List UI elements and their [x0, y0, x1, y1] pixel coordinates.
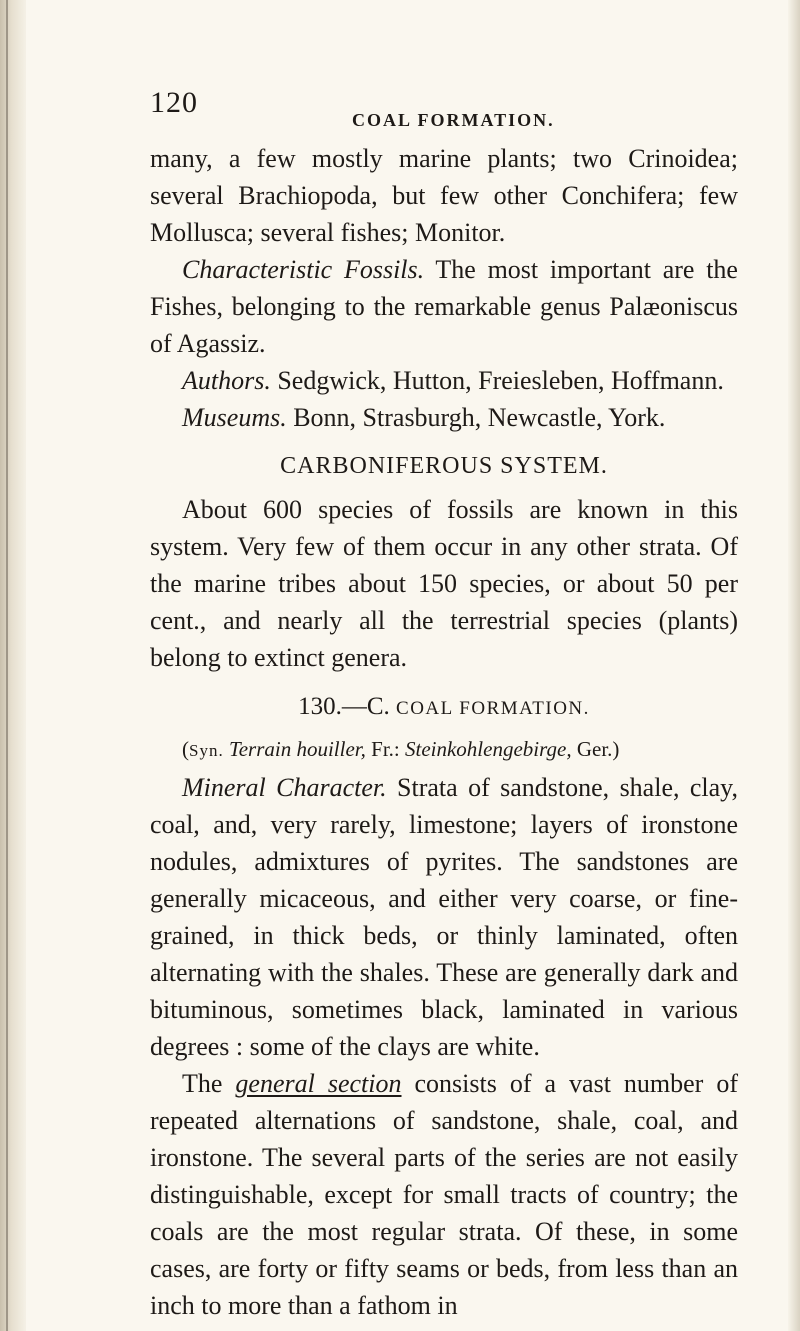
syn-label: Syn. [189, 741, 224, 760]
paragraph-characteristic-fossils [150, 251, 738, 362]
page-number: 120 [150, 86, 198, 119]
characteristic-fossils-label: Characteristic Fossils. [182, 255, 425, 284]
running-head: COAL FORMATION. [352, 110, 555, 130]
syn-french-term: Terrain houiller, [228, 737, 366, 761]
paragraph-carboniferous: About 600 species of fossils are known in this system. Very few of them occur in any other strata. Of the marine tribes about 150 species, or about 50 per cent., and nearly all the terrestrial species (plants) belong to extinct genera. [150, 495, 738, 672]
authors-label: Authors. [182, 366, 271, 395]
section-heading-title: COAL FORMATION. [396, 698, 590, 719]
section-number: 130.—C. [298, 693, 390, 720]
section-heading [150, 688, 738, 727]
syn-french-lang: Fr.: [365, 737, 405, 761]
general-section-emphasis: general section [235, 1069, 402, 1098]
characteristic-fossils-text: The most important are the Fishes, belonging to the remarkable genus Palæoniscus of Agassiz. [150, 255, 738, 358]
section-title: CARBONIFEROUS SYSTEM. [280, 453, 608, 479]
syn-open-paren: ( [182, 737, 189, 761]
paragraph-fossils-continued: many, a few mostly marine plants; two Crinoidea; several Brachiopoda, but few other Conchifera; few Mollusca; several fishes; Monitor. [150, 144, 738, 247]
museums-label: Museums. [182, 403, 287, 432]
mineral-character-label: Mineral Character. [182, 773, 387, 802]
museums-text: Bonn, Strasburgh, Newcastle, York. [286, 403, 666, 432]
authors-text: Sedgwick, Hutton, Freiesleben, Hoffmann. [270, 366, 724, 395]
synonyms-line [150, 731, 738, 769]
general-section-text: consists of a vast number of repeated alternations of sandstone, shale, coal, and ironstone. The several parts of the series are not easily distinguishable, except for small tracts of country; the coals are the most regular strata. Of these, in some cases, are forty or fifty seams or beds, from less than an inch to more than a fathom in [150, 1069, 738, 1320]
paragraph-mineral-character [150, 769, 738, 1065]
syn-german-term: Steinkohlengebirge, [405, 737, 572, 761]
body-text [150, 140, 738, 1324]
general-section-pre: The [182, 1069, 236, 1098]
mineral-character-text: Strata of sandstone, shale, clay, coal, and, very rarely, limestone; layers of ironstone nodules, admixtures of pyrites. The sandstones are generally micaceous, and either very coarse, or fine-grained, in thick beds, or thinly laminated, often alternating with the shales. These are generally dark and bituminous, sometimes black, laminated in various degrees : some of the clays are white. [150, 773, 738, 1061]
paragraph-museums [150, 399, 738, 436]
paragraph-authors [150, 362, 738, 399]
syn-german-lang: Ger.) [571, 737, 620, 761]
paragraph-general-section [150, 1065, 738, 1324]
